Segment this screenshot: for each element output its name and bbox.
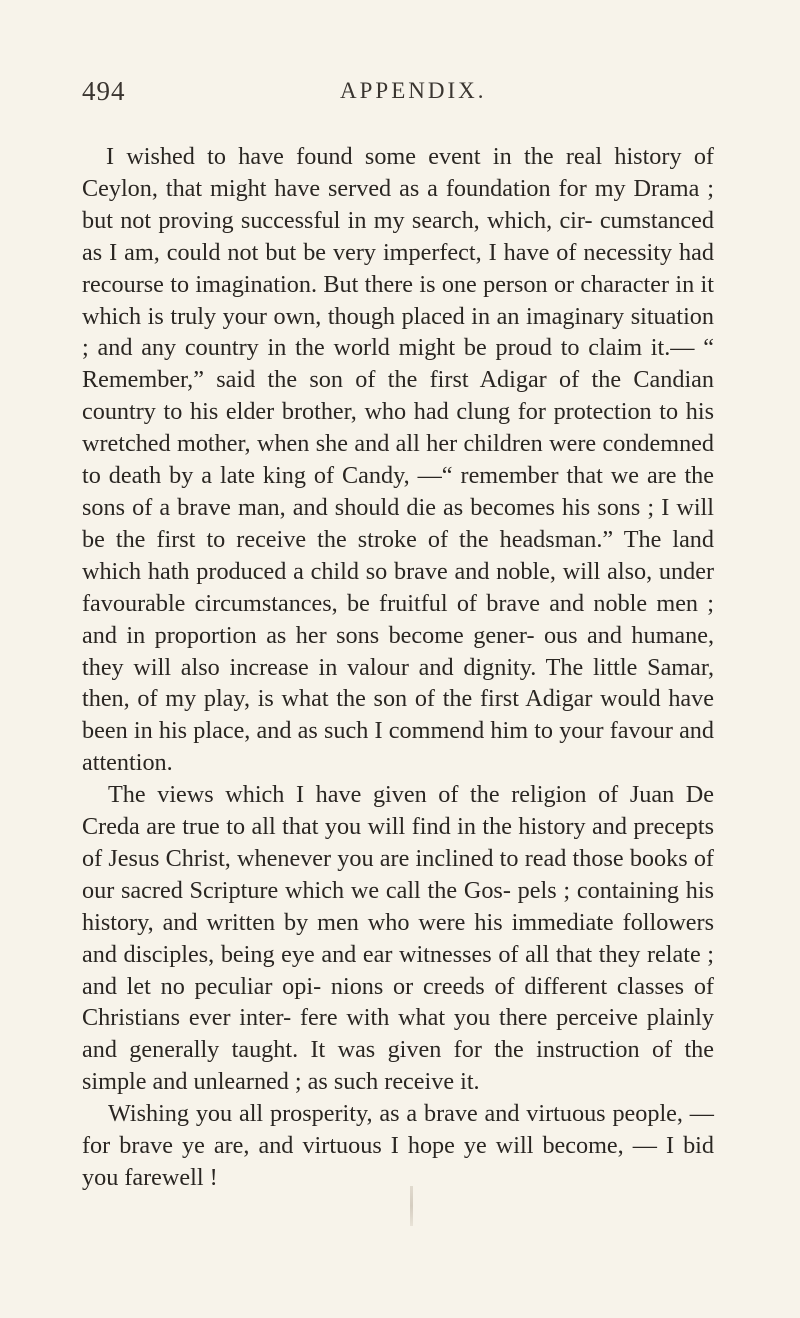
page-header bbox=[82, 76, 722, 116]
paper-blemish bbox=[410, 1186, 413, 1226]
paragraph-1: I wished to have found some event in the real history of Ceylon, that might have served as a foundation for my Drama ; but not proving successful in my search, which, cir- cumstanced as I am, could not but be very imperfect, I have of necessity had recourse to imagination. But there is one person or character in it which is truly your own, though placed in an imaginary situation ; and any country in the world might be proud to claim it.— “ Remember,” said the son of the first Adigar of the Candian country to his elder brother, who had clung for protection to his wretched mother, when she and all her children were condemned to death by a late king of Candy, —“ remember that we are the sons of a brave man, and should die as becomes his sons ; I will be the first to receive the stroke of the headsman.” The land which hath produced a child so brave and noble, will also, under favourable circumstances, be fruitful of brave and noble men ; and in proportion as her sons become gener- ous and humane, they will also increase in valour and dignity. The little Samar, then, of my play, is what the son of the first Adigar would have been in his place, and as such I commend him to your favour and attention. bbox=[82, 143, 714, 777]
body-text bbox=[82, 141, 714, 1194]
page-number: 494 bbox=[82, 76, 126, 106]
running-head: APPENDIX. bbox=[340, 78, 487, 103]
paragraph-3: Wishing you all prosperity, as a brave and virtuous people, — for brave ye are, and virtuous I hope ye will become, — I bid you farewell ! bbox=[82, 1100, 714, 1191]
paragraph-2: The views which I have given of the religion of Juan De Creda are true to all that you will find in the history and precepts of Jesus Christ, whenever you are inclined to read those books of our sacred Scripture which we call the Gos- pels ; containing his history, and written by men who were his immediate followers and disciples, being eye and ear witnesses of all that they relate ; and let no peculiar opi- nions or creeds of different classes of Christians ever inter- fere with what you there perceive plainly and generally taught. It was given for the instruction of the simple and unlearned ; as such receive it. bbox=[82, 781, 714, 1096]
